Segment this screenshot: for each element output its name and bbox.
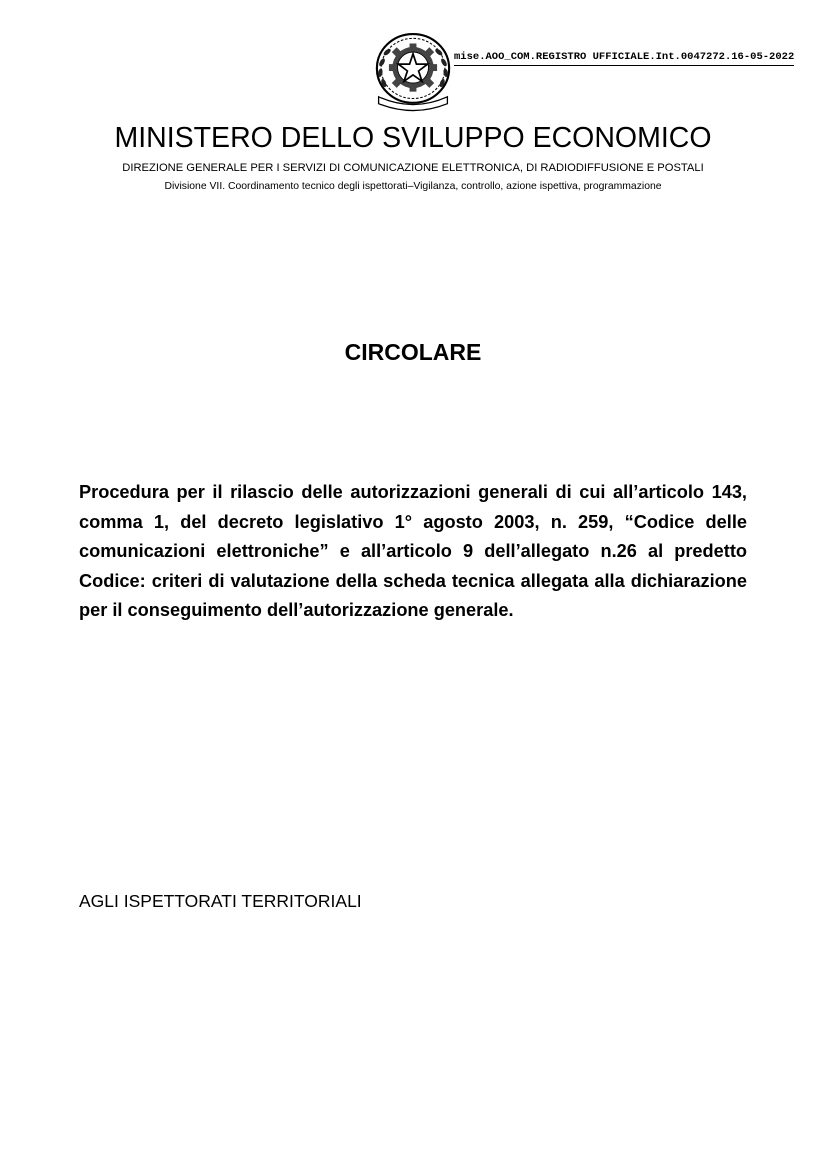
document-subject: Procedura per il rilascio delle autorizzazioni generali di cui all’articolo 143, comma 1, del decreto legislativo 1° agosto 2003, n. 259, “Codice delle comunicazioni elettroniche” e all’articolo 9 dell’allegato n.26 al predetto Codice: criteri di valutazione della scheda tecnica allegata alla dichiarazione per il conseguimento dell’autorizzazione generale. — [79, 482, 747, 621]
protocol-number: mise.AOO_COM.REGISTRO UFFICIALE.Int.0047272.16-05-2022 — [454, 51, 794, 66]
addressee: AGLI ISPETTORATI TERRITORIALI — [79, 891, 362, 911]
directorate-name: DIREZIONE GENERALE PER I SERVIZI DI COMUNICAZIONE ELETTRONICA, DI RADIODIFFUSIONE E POSTALI — [122, 162, 704, 174]
division-name: Divisione VII. Coordinamento tecnico degli ispettorati–Vigilanza, controllo, azione ispettiva, programmazione — [164, 181, 662, 192]
document-type-title: CIRCOLARE — [344, 339, 482, 365]
italian-republic-emblem — [370, 28, 456, 114]
ministry-name: MINISTERO DELLO SVILUPPO ECONOMICO — [114, 122, 712, 154]
